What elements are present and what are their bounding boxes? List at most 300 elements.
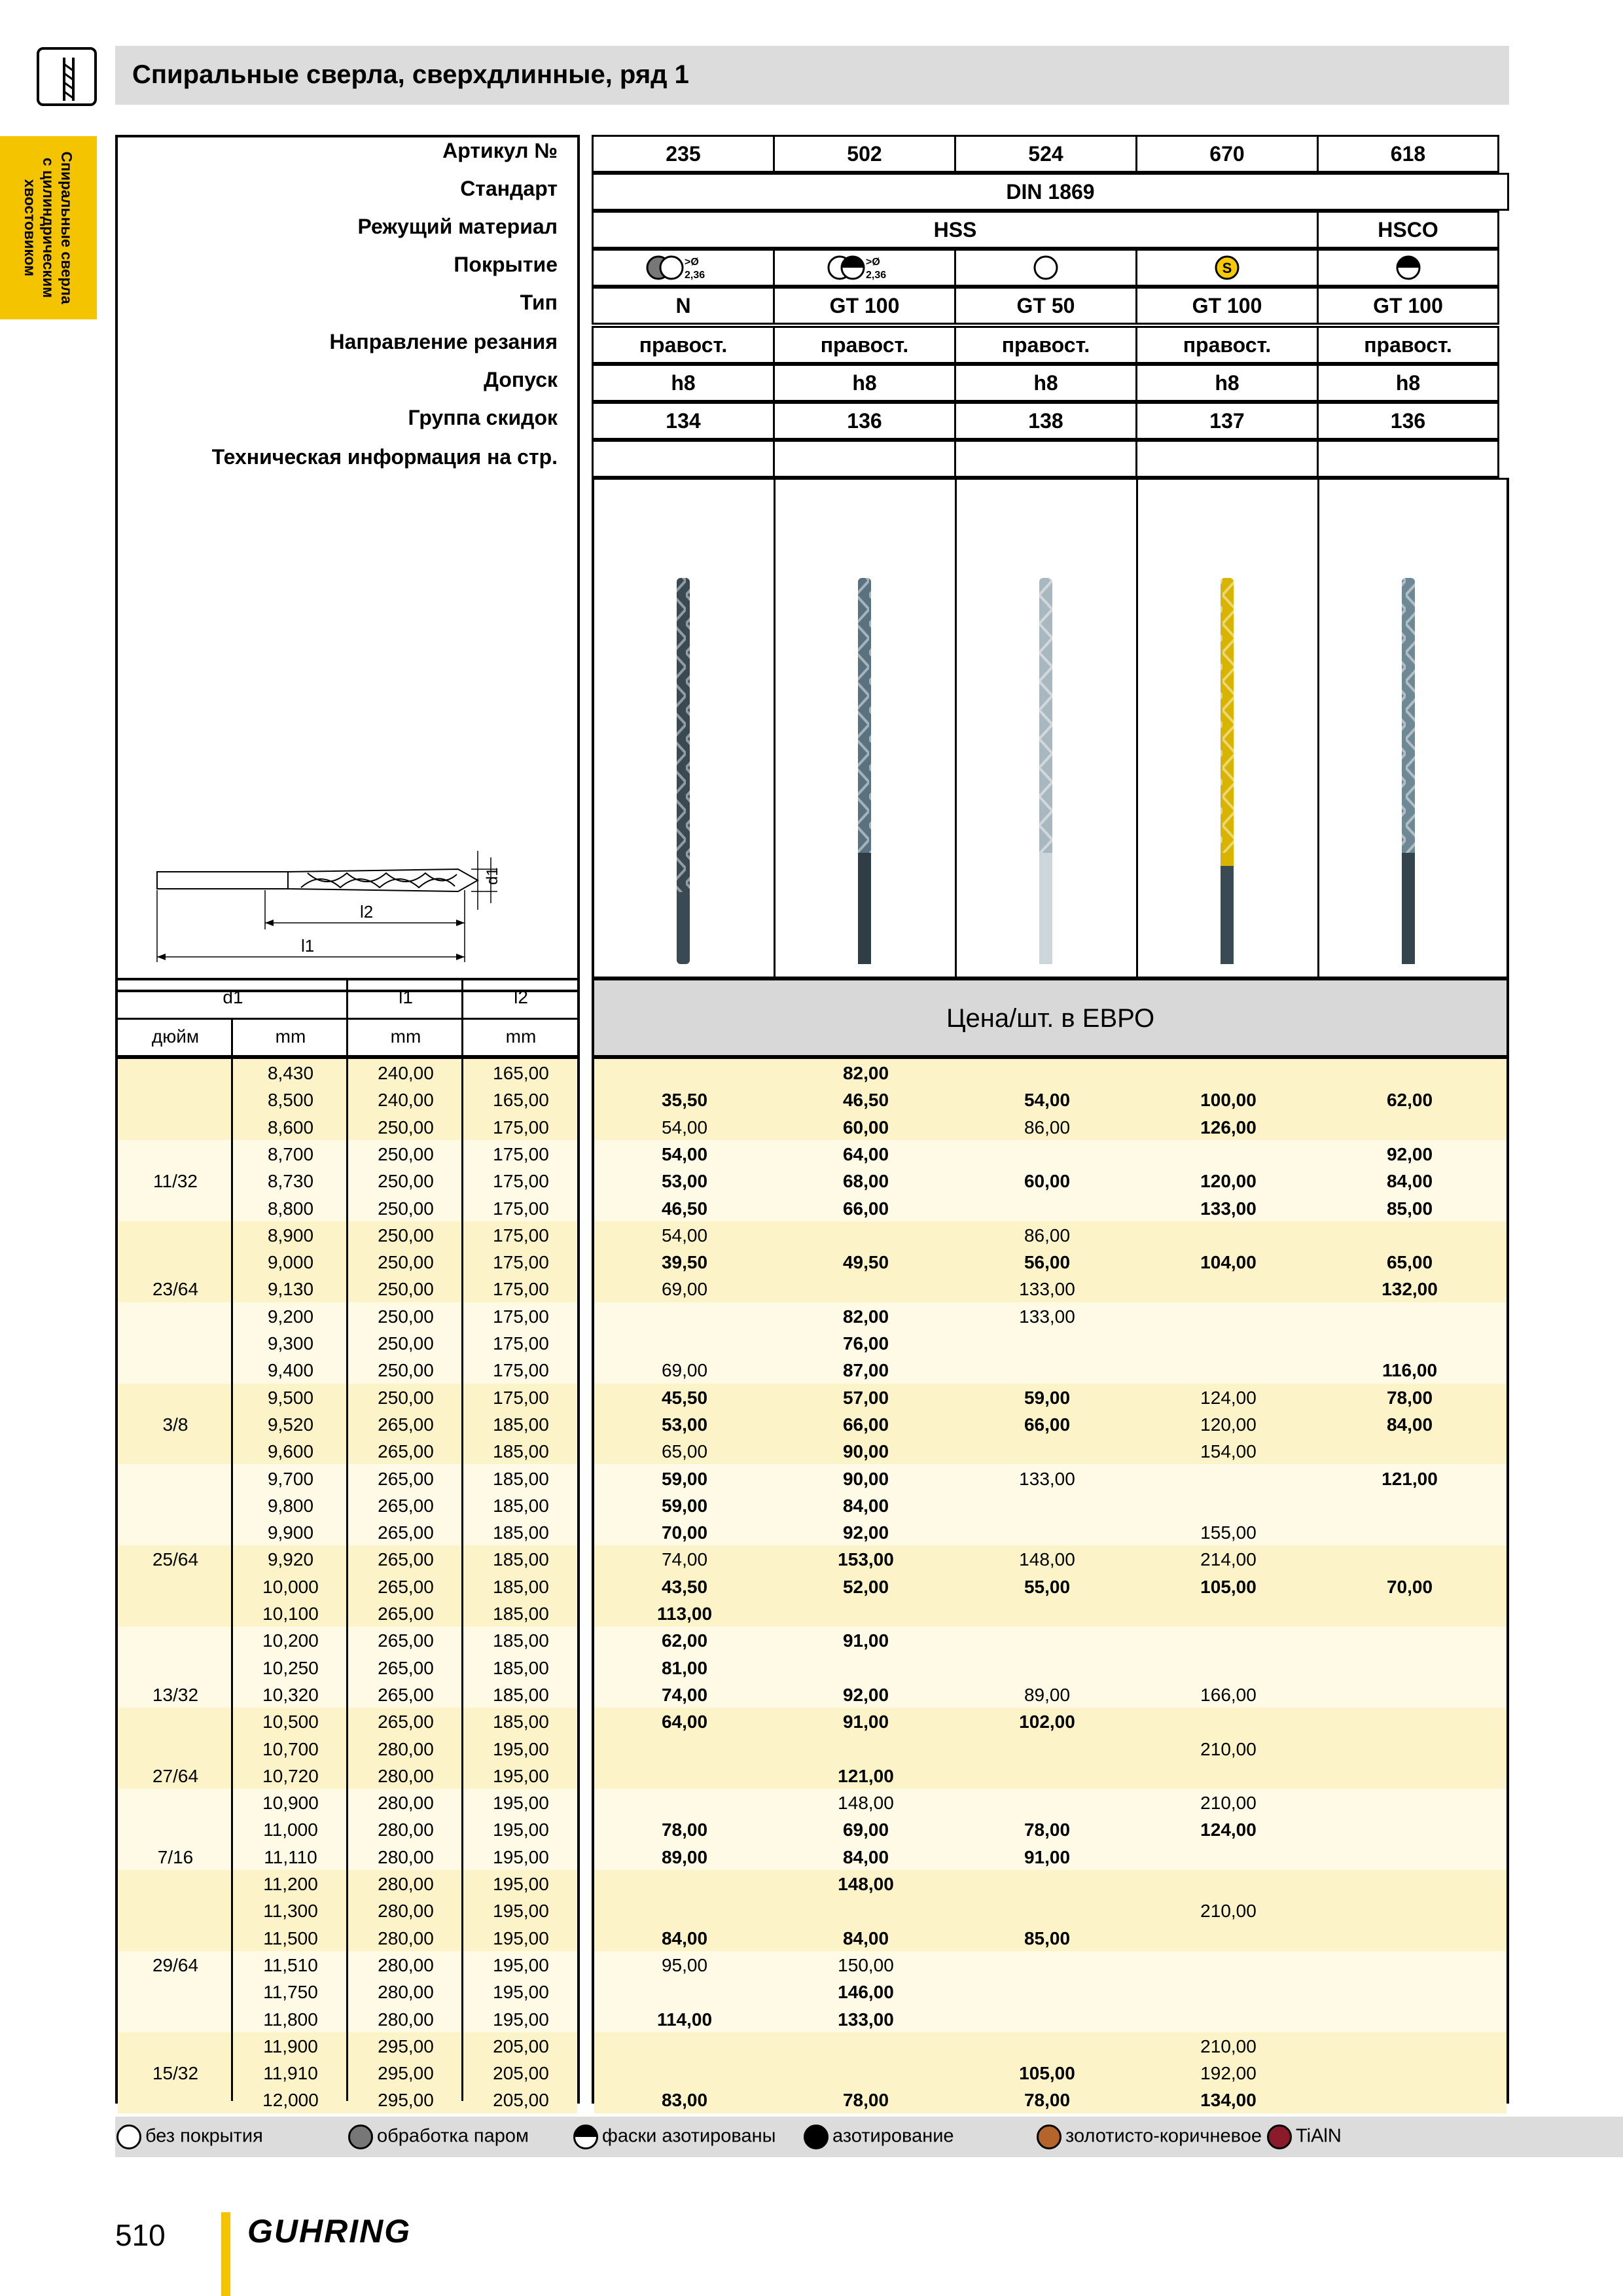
price-row (594, 1329, 1507, 1356)
price-row (594, 1275, 1507, 1302)
cell-l2: 185,00 (493, 1495, 549, 1516)
price-235: 46,50 (661, 1198, 708, 1219)
table-row (118, 1708, 577, 1734)
price-235: 81,00 (661, 1657, 708, 1678)
price-header-label: Цена/шт. в ЕВРО (946, 1004, 1155, 1033)
cell-l2: 175,00 (493, 1225, 549, 1246)
cell-l2: 175,00 (493, 1143, 549, 1164)
cell-d: 8,600 (267, 1117, 314, 1138)
price-235: 65,00 (661, 1441, 708, 1462)
cell-l2: 175,00 (493, 1333, 549, 1354)
cell-d: 10,720 (262, 1765, 319, 1786)
price-524: 54,00 (1024, 1090, 1071, 1111)
cell-l2: 195,00 (493, 1846, 549, 1867)
price-618: 85,00 (1386, 1198, 1433, 1219)
cell-d: 9,130 (267, 1279, 314, 1300)
cell-l2: 165,00 (493, 1063, 549, 1083)
price-524: 102,00 (1019, 1712, 1075, 1732)
cell-d: 9,800 (267, 1495, 314, 1516)
price-502: 91,00 (842, 1712, 889, 1732)
table-row (118, 1275, 577, 1302)
techinfo-524 (954, 440, 1137, 478)
price-235: 59,00 (661, 1468, 708, 1489)
cell-l2: 195,00 (493, 1765, 549, 1786)
cell-l1: 265,00 (378, 1495, 434, 1516)
direction-618: правост. (1317, 326, 1499, 364)
cell-l1: 250,00 (378, 1171, 434, 1192)
price-502: 57,00 (842, 1387, 889, 1408)
price-502: 148,00 (838, 1793, 894, 1814)
price-670: 134,00 (1200, 2090, 1257, 2111)
cell-l2: 185,00 (493, 1468, 549, 1489)
cell-l1: 250,00 (378, 1198, 434, 1219)
price-670: 133,00 (1200, 1198, 1257, 1219)
cell-l1: 295,00 (378, 2090, 434, 2111)
table-row (118, 1573, 577, 1600)
price-row (594, 1681, 1507, 1708)
price-502: 121,00 (838, 1765, 894, 1786)
price-670: 155,00 (1200, 1522, 1257, 1543)
tolerance-235: h8 (592, 364, 775, 402)
table-row (118, 1654, 577, 1681)
price-row (594, 1735, 1507, 1762)
price-row (594, 1302, 1507, 1329)
price-235: 43,50 (661, 1576, 708, 1597)
cell-l2: 175,00 (493, 1306, 549, 1327)
cell-d: 8,430 (267, 1063, 314, 1083)
price-618: 132,00 (1382, 1279, 1438, 1300)
price-670: 214,00 (1200, 1549, 1257, 1570)
price-235: 35,50 (661, 1090, 708, 1111)
schematic-l2-label: l2 (360, 902, 374, 922)
legend-uncoated: без покрытия (116, 2125, 263, 2149)
price-524: 55,00 (1024, 1576, 1071, 1597)
price-row (594, 1518, 1507, 1545)
techinfo-502 (773, 440, 956, 478)
table-row (118, 1356, 577, 1383)
price-670: 104,00 (1200, 1252, 1257, 1273)
price-row (594, 1600, 1507, 1626)
price-row (594, 2005, 1507, 2032)
cell-l2: 185,00 (493, 1657, 549, 1678)
cell-l2: 195,00 (493, 1901, 549, 1922)
legend-gold-brown: золотисто-коричневое (1037, 2125, 1262, 2149)
spec-label-8: Техническая информация на стр. (211, 445, 558, 469)
cell-l2: 195,00 (493, 1738, 549, 1759)
price-235: 113,00 (656, 1604, 713, 1624)
price-235: 54,00 (661, 1225, 708, 1246)
table-row (118, 1167, 577, 1194)
cell-l1: 250,00 (378, 1306, 434, 1327)
table-row (118, 1545, 577, 1572)
price-row (594, 1789, 1507, 1816)
cell-d: 10,900 (262, 1793, 319, 1814)
price-235: 74,00 (661, 1684, 708, 1705)
price-618: 92,00 (1386, 1143, 1433, 1164)
price-502: 150,00 (838, 1954, 894, 1975)
price-502: 52,00 (842, 1576, 889, 1597)
drill-502-icon (858, 578, 871, 964)
cell-l1: 265,00 (378, 1522, 434, 1543)
th-inch: дюйм (151, 1026, 200, 1047)
price-618: 78,00 (1386, 1387, 1433, 1408)
cell-l1: 265,00 (378, 1576, 434, 1597)
cell-d: 11,500 (263, 1928, 318, 1948)
tialn-icon (1267, 2125, 1292, 2149)
cell-l1: 280,00 (378, 1793, 434, 1814)
price-502: 68,00 (842, 1171, 889, 1192)
price-670: 166,00 (1200, 1684, 1257, 1705)
cell-l1: 280,00 (378, 1982, 434, 2003)
table-row (118, 1086, 577, 1113)
price-670: 210,00 (1200, 1901, 1257, 1922)
table-row (118, 1302, 577, 1329)
table-row (118, 1221, 577, 1248)
cell-d: 11,910 (263, 2063, 318, 2084)
cell-l2: 175,00 (493, 1198, 549, 1219)
cell-d: 10,250 (262, 1657, 319, 1678)
price-235: 70,00 (661, 1522, 708, 1543)
cell-l1: 265,00 (378, 1468, 434, 1489)
price-502: 82,00 (842, 1306, 889, 1327)
price-670: 210,00 (1200, 2036, 1257, 2056)
cell-l2: 185,00 (493, 1604, 549, 1624)
coating-618 (1317, 249, 1499, 287)
article-524: 524 (954, 135, 1137, 173)
table-row (118, 1924, 577, 1951)
material-hsco: HSCO (1317, 211, 1499, 249)
cell-l1: 250,00 (378, 1252, 434, 1273)
price-row (594, 1897, 1507, 1924)
schematic-d1-label: d1 (484, 867, 501, 885)
price-row (594, 1194, 1507, 1221)
table-row (118, 1870, 577, 1897)
price-524: 56,00 (1024, 1252, 1071, 1273)
inch-label: 11/32 (153, 1171, 198, 1192)
price-row (594, 1356, 1507, 1383)
table-row (118, 1789, 577, 1816)
cell-l2: 195,00 (493, 1874, 549, 1894)
price-row (594, 1626, 1507, 1653)
table-row (118, 1410, 577, 1437)
dimensions-table (115, 1056, 580, 2111)
price-524: 105,00 (1019, 2063, 1075, 2084)
cell-l1: 295,00 (378, 2063, 434, 2084)
price-row (594, 1654, 1507, 1681)
coating-uncoated-icon (1031, 253, 1060, 282)
cell-l1: 250,00 (378, 1333, 434, 1354)
price-row (594, 1221, 1507, 1248)
types-524: GT 50 (954, 287, 1137, 325)
cell-d: 9,520 (267, 1414, 314, 1435)
cell-l1: 265,00 (378, 1549, 434, 1570)
discount-524: 138 (954, 402, 1137, 440)
cell-l1: 240,00 (378, 1090, 434, 1111)
table-row (118, 2059, 577, 2086)
cell-l2: 175,00 (493, 1117, 549, 1138)
price-502: 76,00 (842, 1333, 889, 1354)
inch-label: 29/64 (152, 1954, 199, 1975)
price-235: 78,00 (661, 1820, 708, 1840)
cell-d: 9,500 (267, 1387, 314, 1408)
cell-l1: 280,00 (378, 1874, 434, 1894)
inch-label: 7/16 (157, 1846, 194, 1867)
cell-l2: 205,00 (493, 2063, 549, 2084)
cell-l2: 195,00 (493, 1954, 549, 1975)
price-502: 49,50 (842, 1252, 889, 1273)
inch-label: 3/8 (162, 1414, 188, 1435)
price-row (594, 1816, 1507, 1842)
table-row (118, 2032, 577, 2059)
table-row (118, 1518, 577, 1545)
cell-l2: 185,00 (493, 1441, 549, 1462)
price-235: 62,00 (661, 1630, 708, 1651)
inch-label: 25/64 (152, 1549, 199, 1570)
price-524: 66,00 (1024, 1414, 1071, 1435)
price-502: 82,00 (842, 1063, 889, 1083)
inch-label: 27/64 (152, 1765, 199, 1786)
table-row (118, 1843, 577, 1870)
prices-table (592, 1056, 1509, 2111)
cell-d: 10,000 (262, 1576, 319, 1597)
cell-l2: 175,00 (493, 1360, 549, 1381)
price-618: 62,00 (1386, 1090, 1433, 1111)
schematic-l1-label: l1 (301, 936, 315, 956)
price-row (594, 1465, 1507, 1492)
cell-l1: 240,00 (378, 1063, 434, 1083)
table-row (118, 1600, 577, 1626)
price-235: 95,00 (661, 1954, 708, 1975)
price-row (594, 1708, 1507, 1734)
price-524: 59,00 (1024, 1387, 1071, 1408)
types-235: N (592, 287, 775, 325)
table-row (118, 1384, 577, 1410)
direction-502: правост. (773, 326, 956, 364)
spec-label-4: Тип (520, 291, 558, 314)
discount-502: 136 (773, 402, 956, 440)
discount-618: 136 (1317, 402, 1499, 440)
spec-label-7: Группа скидок (408, 406, 558, 429)
price-524: 85,00 (1024, 1928, 1071, 1948)
article-235: 235 (592, 135, 775, 173)
price-502: 153,00 (838, 1549, 894, 1570)
coating-502 (773, 249, 956, 287)
table-row (118, 1465, 577, 1492)
price-502: 84,00 (842, 1928, 889, 1948)
cell-l2: 175,00 (493, 1387, 549, 1408)
price-670: 100,00 (1200, 1090, 1257, 1111)
tolerance-670: h8 (1135, 364, 1319, 402)
spec-label-1: Стандарт (460, 177, 558, 200)
cell-l2: 165,00 (493, 1090, 549, 1111)
price-235: 53,00 (661, 1414, 708, 1435)
price-row (594, 1059, 1507, 1086)
price-524: 86,00 (1024, 1225, 1071, 1246)
price-502: 90,00 (842, 1441, 889, 1462)
cell-d: 8,900 (267, 1225, 314, 1246)
side-tab-line3: хвостовиком (22, 179, 39, 277)
price-235: 84,00 (661, 1928, 708, 1948)
th-l2: l2 (514, 987, 528, 1007)
price-502: 90,00 (842, 1468, 889, 1489)
cell-l1: 280,00 (378, 1738, 434, 1759)
table-row (118, 1194, 577, 1221)
svg-text:2,36: 2,36 (685, 270, 705, 281)
tolerance-618: h8 (1317, 364, 1499, 402)
side-tab-line2: с цилиндрическим (40, 157, 57, 298)
price-502: 78,00 (842, 2090, 889, 2111)
price-row (594, 1086, 1507, 1113)
cell-d: 9,200 (267, 1306, 314, 1327)
price-502: 66,00 (842, 1414, 889, 1435)
price-670: 124,00 (1200, 1820, 1257, 1840)
side-tab-line1: Спиральные сверла (58, 151, 75, 304)
price-row (594, 1167, 1507, 1194)
price-row (594, 1545, 1507, 1572)
price-row (594, 1870, 1507, 1897)
techinfo-235 (592, 440, 775, 478)
techinfo-618 (1317, 440, 1499, 478)
cell-l2: 185,00 (493, 1712, 549, 1732)
table-row (118, 1059, 577, 1086)
price-502: 87,00 (842, 1360, 889, 1381)
drill-618-icon (1402, 578, 1415, 964)
drill-670-icon (1221, 578, 1234, 964)
standard-din: DIN 1869 (592, 173, 1509, 211)
legend-nitrided: азотирование (804, 2125, 954, 2149)
title-bar (115, 46, 1509, 105)
price-row (594, 2059, 1507, 2086)
th-l1: l1 (399, 987, 413, 1007)
table-row (118, 1816, 577, 1842)
cell-d: 12,000 (262, 2090, 319, 2111)
table-row (118, 1762, 577, 1789)
price-670: 154,00 (1200, 1441, 1257, 1462)
cell-l1: 280,00 (378, 1954, 434, 1975)
cell-d: 11,800 (263, 2009, 318, 2030)
table-row (118, 2086, 577, 2113)
drill-images-area (592, 478, 1509, 979)
cell-l2: 195,00 (493, 1793, 549, 1814)
table-row (118, 1329, 577, 1356)
price-row (594, 1113, 1507, 1140)
coating-nitrided-icon (1394, 253, 1423, 282)
article-618: 618 (1317, 135, 1499, 173)
svg-text:>Ø: >Ø (685, 257, 699, 268)
cell-l1: 265,00 (378, 1684, 434, 1705)
coating-legend (115, 2117, 1623, 2157)
price-235: 69,00 (661, 1279, 708, 1300)
cell-l2: 185,00 (493, 1684, 549, 1705)
price-524: 78,00 (1024, 1820, 1071, 1840)
price-235: 59,00 (661, 1495, 708, 1516)
th-d1: d1 (223, 987, 243, 1007)
cell-l2: 195,00 (493, 1982, 549, 2003)
cell-l1: 265,00 (378, 1630, 434, 1651)
article-670: 670 (1135, 135, 1319, 173)
cell-l2: 175,00 (493, 1171, 549, 1192)
price-502: 64,00 (842, 1143, 889, 1164)
direction-670: правост. (1135, 326, 1319, 364)
svg-text:2,36: 2,36 (866, 270, 887, 281)
article-502: 502 (773, 135, 956, 173)
price-row (594, 1978, 1507, 2005)
price-618: 65,00 (1386, 1252, 1433, 1273)
price-502: 92,00 (842, 1522, 889, 1543)
uncoated-icon (116, 2125, 141, 2149)
cell-d: 9,700 (267, 1468, 314, 1489)
coating-670 (1135, 249, 1319, 287)
cell-d: 8,800 (267, 1198, 314, 1219)
spec-label-2: Режущий материал (357, 215, 558, 238)
cell-d: 10,500 (262, 1712, 319, 1732)
th-mm-l2: mm (505, 1026, 537, 1047)
cell-d: 11,510 (263, 1954, 318, 1975)
table-row (118, 1437, 577, 1464)
price-618: 70,00 (1386, 1576, 1433, 1597)
price-row (594, 1843, 1507, 1870)
steam-icon (348, 2125, 373, 2149)
legend-steam: обработка паром (348, 2125, 529, 2149)
inch-label: 13/32 (152, 1684, 199, 1705)
table-row (118, 1897, 577, 1924)
discount-670: 137 (1135, 402, 1319, 440)
price-235: 54,00 (661, 1117, 708, 1138)
price-502: 66,00 (842, 1198, 889, 1219)
cell-l2: 185,00 (493, 1414, 549, 1435)
cell-l1: 265,00 (378, 1441, 434, 1462)
legend-nitrided-flanks: фаски азотированы (573, 2125, 776, 2149)
price-row (594, 2086, 1507, 2113)
cell-l2: 185,00 (493, 1522, 549, 1543)
price-502: 84,00 (842, 1495, 889, 1516)
inch-label: 23/64 (152, 1279, 199, 1300)
types-670: GT 100 (1135, 287, 1319, 325)
th-mm-d1: mm (275, 1026, 306, 1047)
spec-label-3: Покрытие (454, 253, 558, 276)
price-502: 133,00 (838, 2009, 894, 2030)
cell-d: 9,300 (267, 1333, 314, 1354)
cell-d: 9,000 (267, 1252, 314, 1273)
legend-tialn: TiAlN (1267, 2125, 1342, 2149)
page-title: Спиральные сверла, сверхдлинные, ряд 1 (132, 60, 689, 89)
side-tab (0, 136, 97, 319)
cell-d: 9,400 (267, 1360, 314, 1381)
cell-d: 10,320 (262, 1684, 319, 1705)
cell-l1: 250,00 (378, 1360, 434, 1381)
cell-l2: 185,00 (493, 1576, 549, 1597)
price-header (592, 978, 1509, 1058)
cell-l1: 250,00 (378, 1279, 434, 1300)
material-hss: HSS (592, 211, 1319, 249)
table-header-left (115, 978, 580, 1058)
price-row (594, 1762, 1507, 1789)
price-618: 84,00 (1386, 1414, 1433, 1435)
price-row (594, 1248, 1507, 1275)
coating-524 (954, 249, 1137, 287)
price-235: 74,00 (661, 1549, 708, 1570)
svg-text:>Ø: >Ø (866, 257, 880, 268)
direction-235: правост. (592, 326, 775, 364)
table-row (118, 1248, 577, 1275)
tolerance-502: h8 (773, 364, 956, 402)
price-235: 45,50 (661, 1387, 708, 1408)
cell-l2: 195,00 (493, 2009, 549, 2030)
cell-d: 8,730 (267, 1171, 314, 1192)
cell-l1: 265,00 (378, 1604, 434, 1624)
table-row (118, 1492, 577, 1518)
cell-l2: 205,00 (493, 2036, 549, 2056)
